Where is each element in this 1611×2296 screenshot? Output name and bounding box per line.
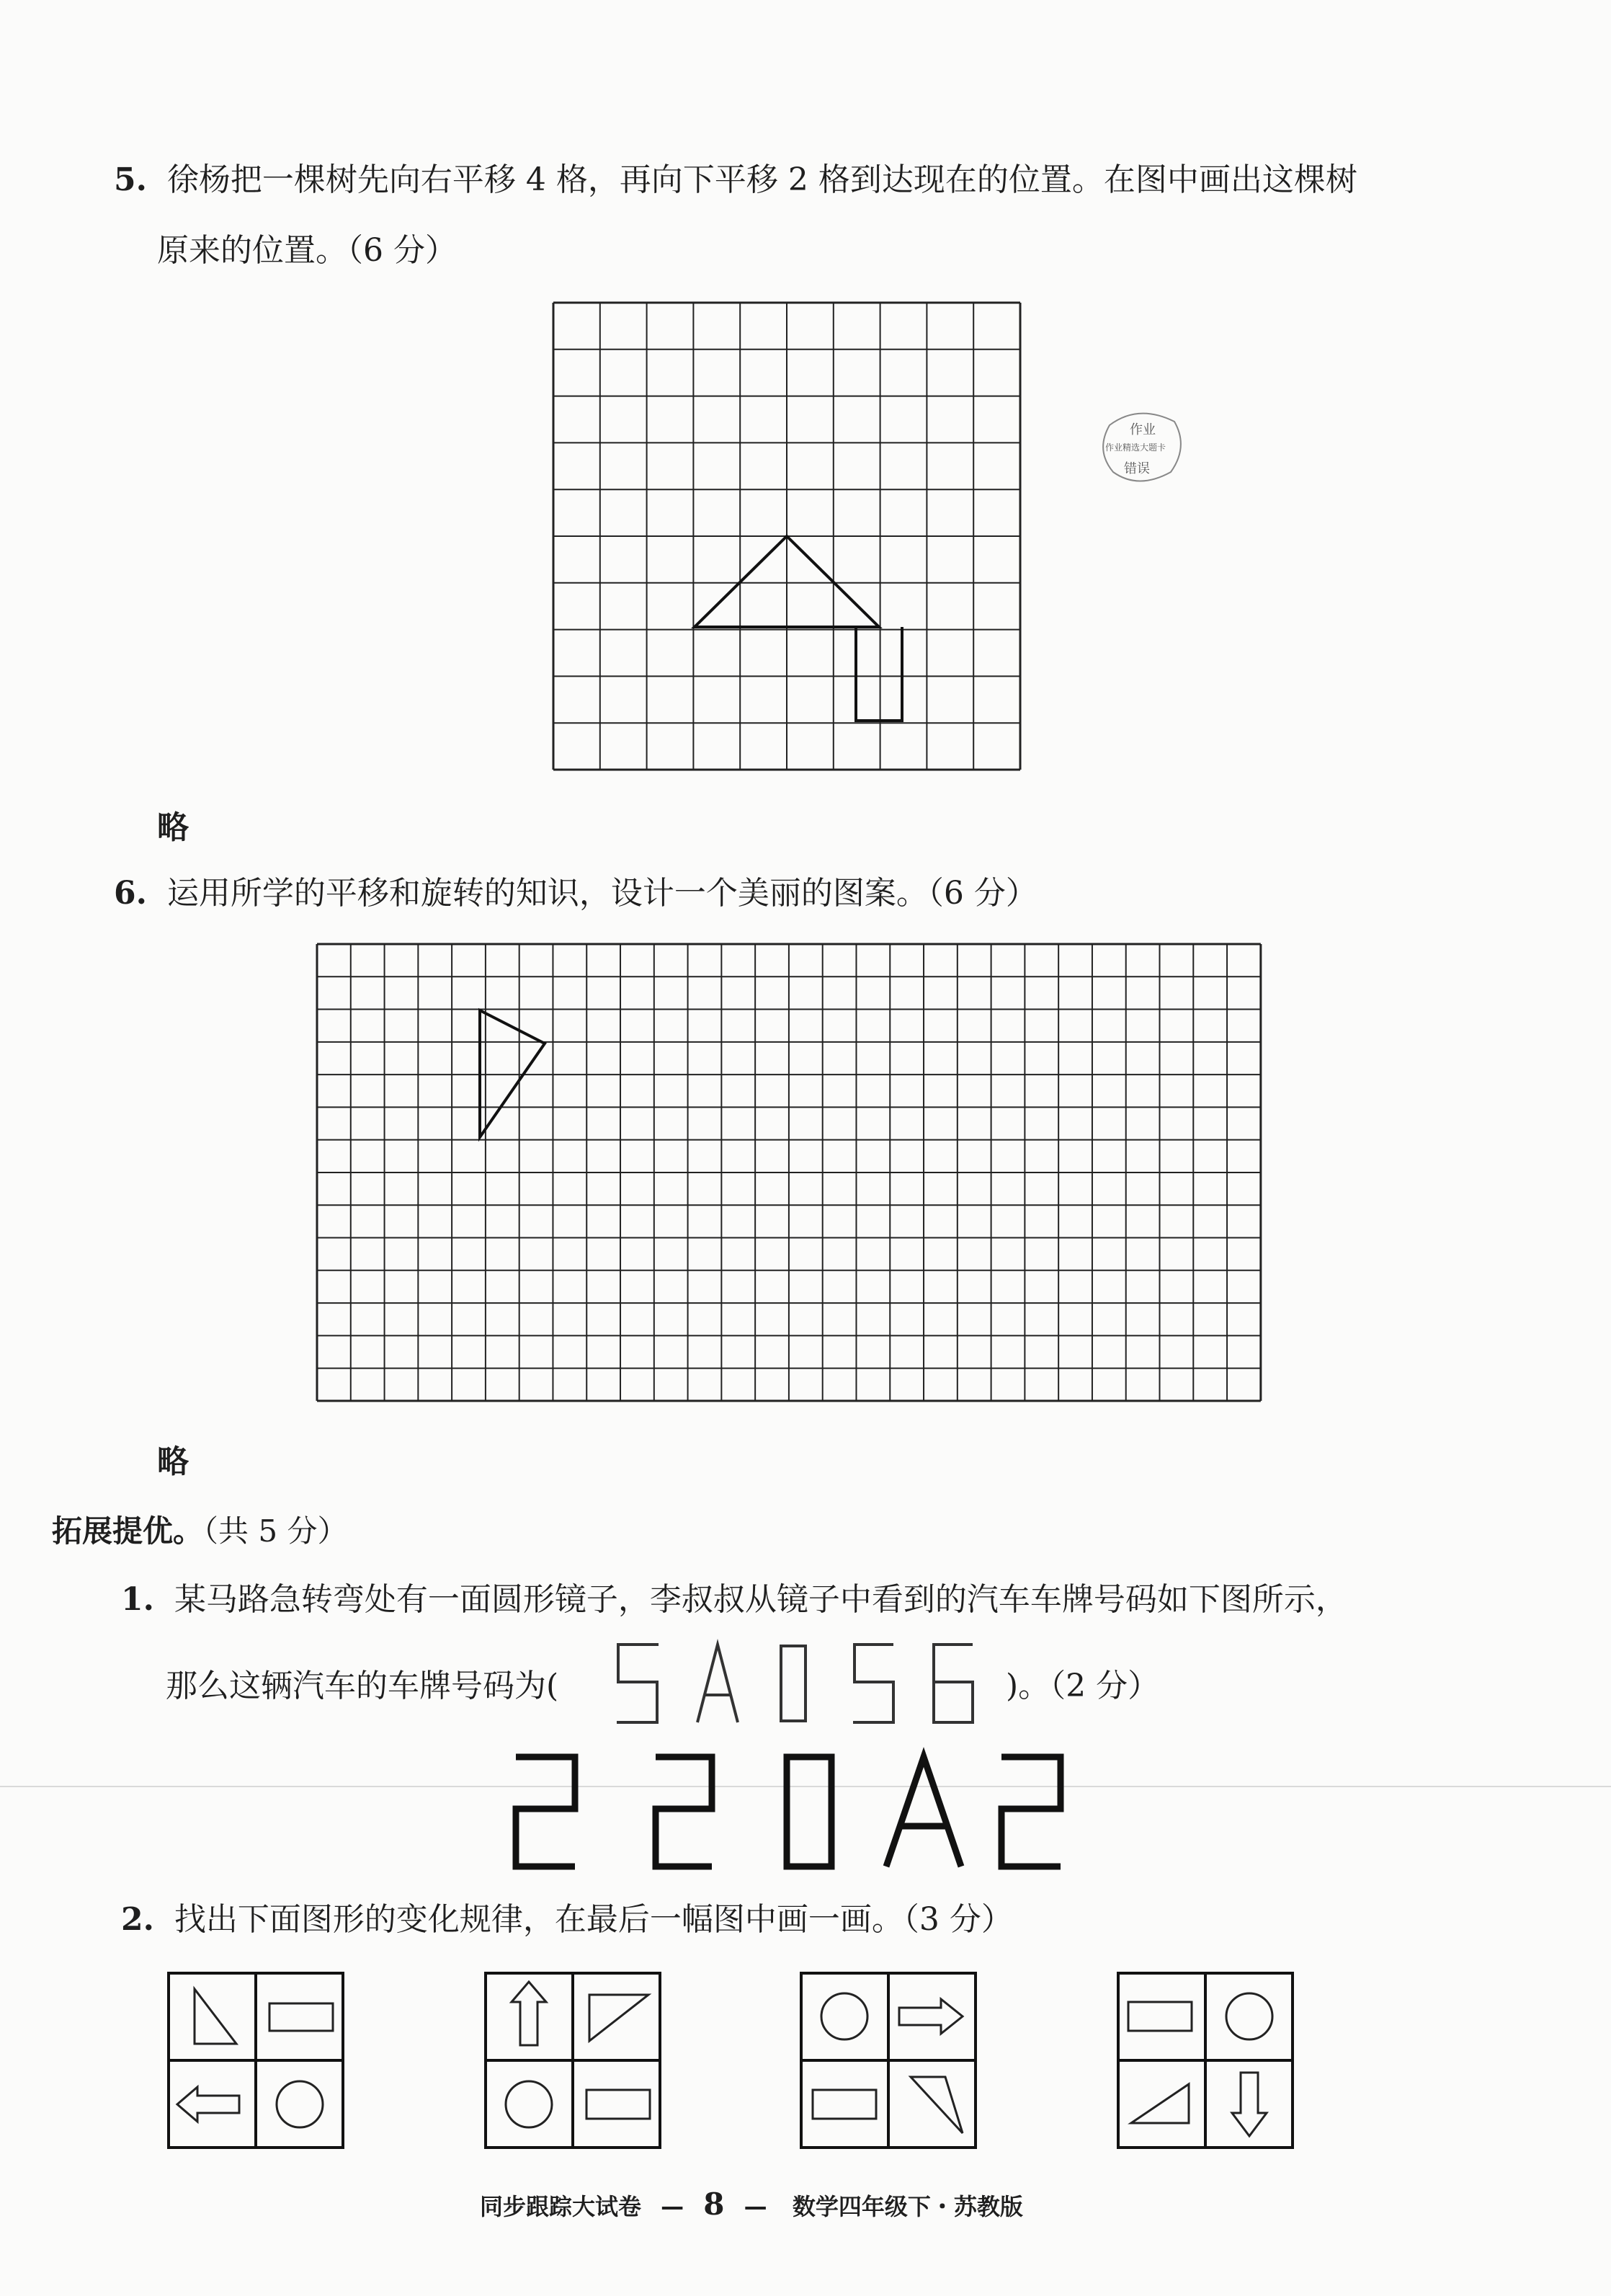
plate-digit-5a — [617, 1645, 659, 1722]
q5-line2: 原来的位置。（6 分） — [157, 232, 457, 269]
e2-number: 2. — [121, 1901, 154, 1938]
stamp-line1: 作业 — [1130, 422, 1156, 437]
q6-answer: 略 — [157, 1443, 189, 1480]
mirrored-plate — [512, 1751, 1074, 1874]
tree-shape — [695, 536, 902, 721]
p4-triangle — [1131, 2084, 1189, 2123]
footer-left: 同步跟踪大试卷 — [480, 2193, 642, 2220]
p1-rectangle — [269, 2003, 333, 2031]
footer-right: 数学四年级下・苏教版 — [792, 2193, 1023, 2220]
plate-digit-6 — [934, 1645, 973, 1722]
q5-text-line1: 徐杨把一棵树先向右平移 4 格，再向下平移 2 格到达现在的位置。在图中画出这棵树 — [166, 161, 1357, 198]
section-title: 拓展提优。 — [52, 1513, 204, 1549]
mirror-char-5 — [1001, 1757, 1061, 1866]
q6-text: 运用所学的平移和旋转的知识，设计一个美丽的图案。（6 分） — [166, 875, 1037, 912]
plate-letter-a — [697, 1645, 738, 1722]
q5-grid — [553, 303, 1020, 770]
p2-rectangle — [586, 2090, 650, 2119]
p3-arrow-right — [899, 1999, 963, 2034]
e1-number: 1. — [121, 1581, 154, 1618]
page-footer — [480, 2186, 1023, 2222]
e2-text: 找出下面图形的变化规律，在最后一幅图中画一画。（3 分） — [174, 1901, 1013, 1938]
footer-dash-right: — — [744, 2193, 767, 2220]
mirror-char-1 — [516, 1757, 575, 1866]
pattern-panel-2 — [484, 1972, 661, 2149]
e1-text-line1: 某马路急转弯处有一面圆形镜子，李叔叔从镜子中看到的汽车车牌号码如下图所示， — [174, 1581, 1347, 1618]
stamp-line2: 错误 — [1124, 461, 1150, 476]
mirror-char-3 — [787, 1757, 831, 1866]
p2-arrow-up — [512, 1982, 546, 2045]
q6-number: 6. — [114, 875, 147, 912]
tree-trunk-outline — [856, 627, 902, 721]
section-points: （共 5 分） — [203, 1513, 348, 1549]
page-number: 8 — [703, 2186, 725, 2222]
q6-triangle — [480, 1010, 545, 1137]
p3-rectangle — [813, 2090, 876, 2119]
p1-triangle — [195, 1989, 236, 2044]
p2-circle — [506, 2081, 552, 2127]
section-heading — [52, 1508, 347, 1551]
mirror-char-2 — [656, 1757, 712, 1866]
p4-rectangle — [1128, 2002, 1192, 2031]
p2-triangle — [589, 1995, 648, 2041]
e1-line1 — [121, 1581, 1347, 1618]
e1-line2-prefix: 那么这辆汽车的车牌号码为( — [166, 1668, 559, 1704]
p3-circle — [821, 1993, 867, 2039]
plate-digit-5b — [853, 1645, 893, 1722]
mirrored-plate-text: 220A2 — [512, 1751, 514, 1752]
footer-dash-left: — — [661, 2193, 684, 2220]
e2-line — [121, 1901, 1013, 1938]
p1-arrow-left — [177, 2087, 239, 2122]
q5-answer: 略 — [157, 809, 189, 846]
q6-grid — [317, 944, 1261, 1401]
plate-digit-0 — [781, 1646, 806, 1721]
e1-line2-suffix: )。（2 分） — [1006, 1668, 1160, 1704]
mirror-char-4 — [886, 1757, 961, 1866]
p3-triangle — [911, 2077, 963, 2133]
pattern-panel-3 — [800, 1972, 977, 2149]
pattern-panel-1 — [167, 1972, 344, 2149]
q5-number: 5. — [114, 161, 147, 198]
q6-line — [114, 875, 1037, 912]
homework-stamp — [1095, 404, 1189, 490]
stamp-small: 作业精选大题卡 — [1105, 442, 1166, 453]
p4-circle — [1226, 1993, 1272, 2039]
p4-arrow-down — [1232, 2073, 1267, 2136]
p1-circle — [277, 2081, 323, 2127]
pattern-panel-4 — [1117, 1972, 1294, 2149]
q5-line1 — [114, 161, 1357, 198]
answer-plate — [614, 1642, 1017, 1728]
